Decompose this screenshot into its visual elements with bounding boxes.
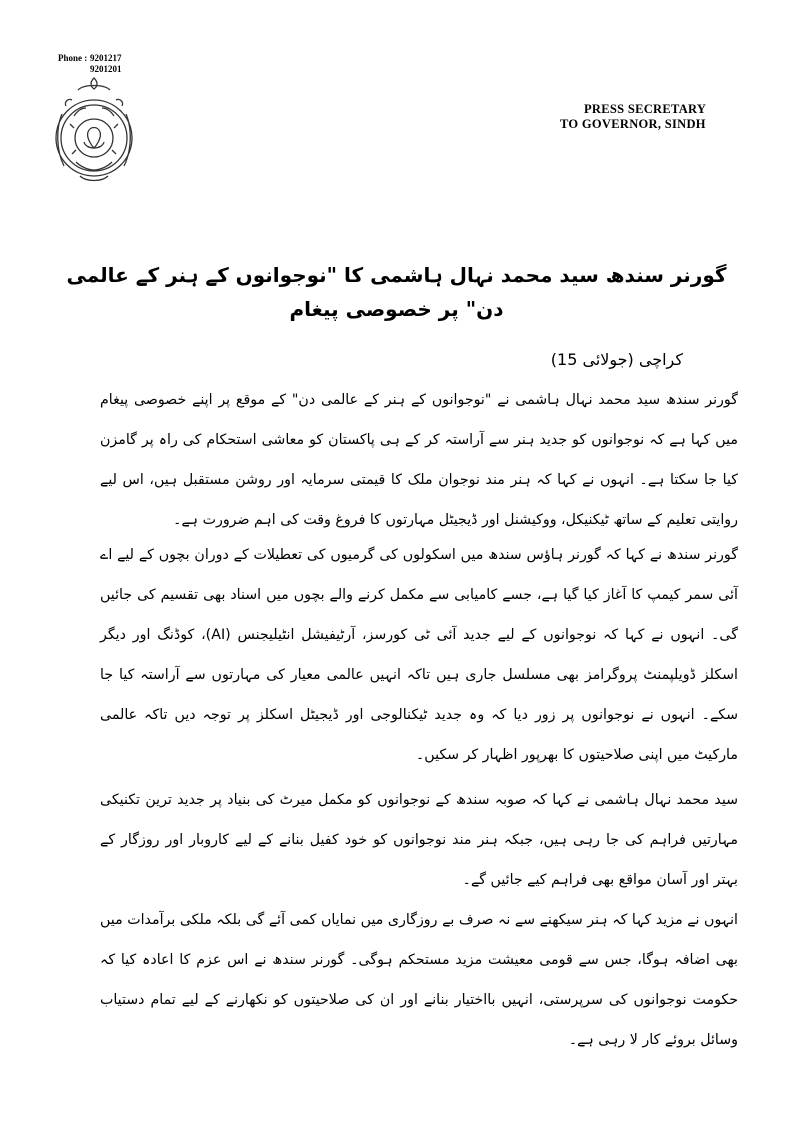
paragraph-4: انہوں نے مزید کہا کہ ہنر سیکھنے سے نہ صرف بے روزگاری میں نمایاں کمی آئے گی بلکہ ملکی برآمدات میں بھی اضافہ ہوگا، جس سے قومی معیشت مزید مستحکم ہوگی۔ گورنر سندھ نے اس عزم کا اعادہ کیا کہ حکومت نوجوانوں کی سرپرستی، انہیں بااختیار بنانے اور ان کی صلاحیتوں کو نکھارنے کے لیے تمام دستیاب وسائل بروئے کار لا رہی ہے۔ — [100, 912, 738, 1048]
paragraph-2: گورنر سندھ نے کہا کہ گورنر ہاؤس سندھ میں اسکولوں کی گرمیوں کی تعطیلات کے دوران بچوں کے لیے اے آئی سمر کیمپ کا آغاز کیا گیا ہے، جسے کامیابی سے مکمل کرنے والے بچوں میں اسناد بھی تقسیم کی جائیں گی۔ انہوں نے کہا کہ نوجوانوں کے لیے جدید آئی ٹی کورسز، آرٹیفیشل انٹیلیجنس (AI)، کوڈنگ اور دیگر اسکلز ڈویلپمنٹ پروگرامز بھی مسلسل جاری ہیں تاکہ انہیں عالمی معیار کی مہارتوں سے آراستہ کیا جا سکے۔ انہوں نے نوجوانوں پر زور دیا کہ وہ جدید ٹیکنالوجی اور ڈیجیٹل اسکلز پر توجہ دیں تاکہ عالمی مارکیٹ میں اپنی صلاحیتوں کا بھرپور اظہار کر سکیں۔ — [100, 547, 738, 763]
office-title — [560, 102, 740, 132]
phone-number-1: 9201217 — [90, 53, 122, 63]
dateline: کراچی (جولائی 15) — [550, 350, 683, 369]
phone-block — [58, 53, 153, 75]
paragraph-1: گورنر سندھ سید محمد نہال ہاشمی نے "نوجوانوں کے ہنر کے عالمی دن" کے موقع پر اپنے خصوصی پیغام میں کہا ہے کہ نوجوانوں کو جدید ہنر سے آراستہ کر کے ہی پاکستان کو معاشی استحکام کی راہ پر گامزن کیا جا سکتا ہے۔ انہوں نے کہا کہ ہنر مند نوجوان ملک کا قیمتی سرمایہ اور روشن مستقبل ہیں، اس لیے روایتی تعلیم کے ساتھ ٹیکنیکل، ووکیشنل اور ڈیجیٹل مہارتوں کا فروغ وقت کی اہم ضرورت ہے۔ — [100, 392, 738, 528]
phone-number-2: 9201201 — [90, 64, 122, 74]
press-release-headline: گورنر سندھ سید محمد نہال ہاشمی کا "نوجوانوں کے ہنر کے عالمی دن" پر خصوصی پیغام — [66, 263, 727, 321]
office-line-2: TO GOVERNOR, SINDH — [560, 117, 706, 131]
office-line-1: PRESS SECRETARY — [584, 102, 707, 116]
paragraph-3: سید محمد نہال ہاشمی نے کہا کہ صوبہ سندھ کے نوجوانوں کو مکمل میرٹ کی بنیاد پر جدید ترین تکنیکی مہارتیں فراہم کی جا رہی ہیں، جبکہ ہنر مند نوجوانوں کو خود کفیل بنانے کے لیے کاروبار اور روزگار کے بہتر اور آسان مواقع بھی فراہم کیے جائیں گے۔ — [100, 792, 738, 888]
sindh-government-seal-icon — [50, 76, 138, 188]
phone-label: Phone : — [58, 53, 88, 63]
